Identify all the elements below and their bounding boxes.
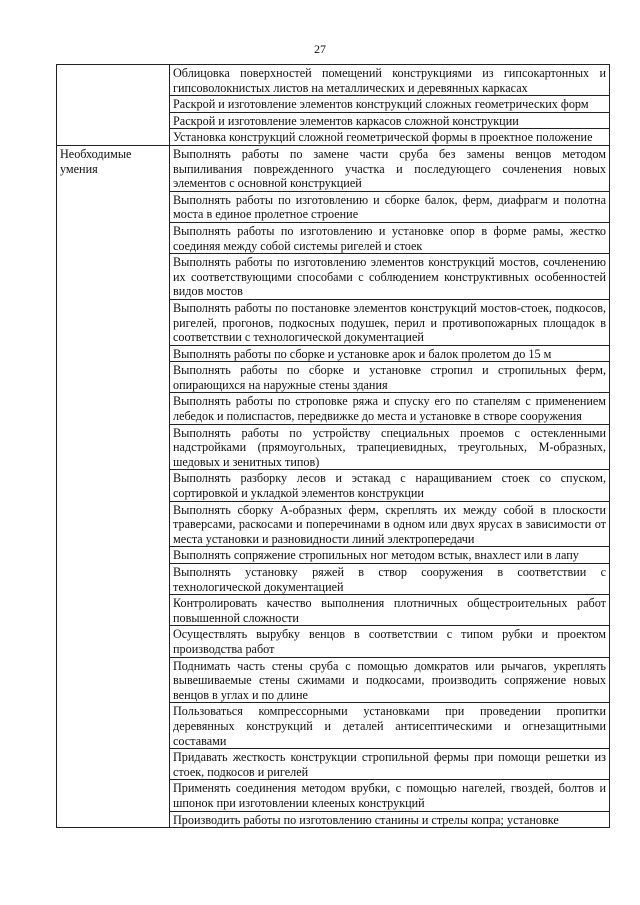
skill-item: Выполнять работы по изготовлению и установке опор в форме рамы, жестко соединяя между собой системы ригелей и стоек	[170, 222, 610, 253]
skill-item: Контролировать качество выполнения плотничных общестроительных работ повышенной сложности	[170, 595, 610, 626]
skill-item: Применять соединения методом врубки, с помощью нагелей, гвоздей, болтов и шпонок при изготовлении клееных конструкций	[170, 780, 610, 811]
table-row	[57, 145, 610, 191]
skill-item: Выполнять работы по сборке и установке стропил и стропильных ферм, опирающихся на наружные стены здания	[170, 362, 610, 393]
skill-item: Выполнять сопряжение стропильных ног методом встык, внахлест или в лапу	[170, 547, 610, 564]
skill-item: Придавать жесткость конструкции стропильной фермы при помощи решетки из стоек, подкосов и ригелей	[170, 749, 610, 780]
section-label-empty	[57, 65, 170, 146]
skill-item: Выполнять работы по изготовлению элементов конструкций мостов, сочленению их соответствующими способами с соблюдением конструктивных особенностей видов мостов	[170, 254, 610, 300]
skill-item: Пользоваться компрессорными установками при проведении пропитки деревянных конструкций и деталей антисептическими и огнезащитными составами	[170, 703, 610, 749]
skill-item: Выполнять работы по устройству специальных проемов с остекленными надстройками (прямоугольных, трапециевидных, треугольных, М-образных, шедовых и зенитных типов)	[170, 424, 610, 470]
skill-item: Выполнять работы по постановке элементов конструкций мостов-стоек, подкосов, ригелей, прогонов, подкосных подушек, перил и противопожарных площадок в соответствии с технологической документацией	[170, 299, 610, 345]
page-number: 27	[314, 42, 326, 56]
skill-item: Выполнять работы по замене части сруба без замены венцов методом выпиливания поврежденного участка и последующего сочленения новых элементов с основной конструкцией	[170, 145, 610, 191]
skills-label: Необходимые умения	[57, 145, 170, 827]
skill-item: Выполнять работы по изготовлению и сборке балок, ферм, диафрагм и полотна моста в единое пролетное строение	[170, 191, 610, 222]
skill-item: Выполнять работы по сборке и установке арок и балок пролетом до 15 м	[170, 345, 610, 362]
knowledge-item: Установка конструкций сложной геометрической формы в проектное положение	[170, 129, 610, 146]
skill-item: Выполнять работы по строповке ряжа и спуску его по стапелям с применением лебедок и полиспастов, передвижке до места и установке в створе сооружения	[170, 393, 610, 424]
skill-item: Осуществлять вырубку венцов в соответствии с типом рубки и проектом производства работ	[170, 626, 610, 657]
knowledge-item: Облицовка поверхностей помещений конструкциями из гипсокартонных и гипсоволокнистых листов на металлических и деревянных каркасах	[170, 65, 610, 96]
competency-table	[56, 64, 610, 828]
skill-item: Выполнять установку ряжей в створ сооружения в соответствии с технологической документацией	[170, 564, 610, 595]
skill-item: Поднимать часть стены сруба с помощью домкратов или рычагов, укреплять вывешиваемые стены сжимами и подкосами, производить сопряжение новых венцов в углах и по длине	[170, 657, 610, 703]
skill-item: Производить работы по изготовлению станины и стрелы копра; установке	[170, 811, 610, 828]
skill-item: Выполнять сборку А-образных ферм, скреплять их между собой в плоскости траверсами, раскосами и поперечинами в одном или двух ярусах в зависимости от места установки и разновидности линий электропередачи	[170, 501, 610, 547]
skill-item: Выполнять разборку лесов и эстакад с наращиванием стоек со спуском, сортировкой и укладкой элементов конструкции	[170, 470, 610, 501]
table-row	[57, 65, 610, 96]
knowledge-item: Раскрой и изготовление элементов каркасов сложной конструкции	[170, 112, 610, 129]
knowledge-item: Раскрой и изготовление элементов конструкций сложных геометрических форм	[170, 96, 610, 113]
